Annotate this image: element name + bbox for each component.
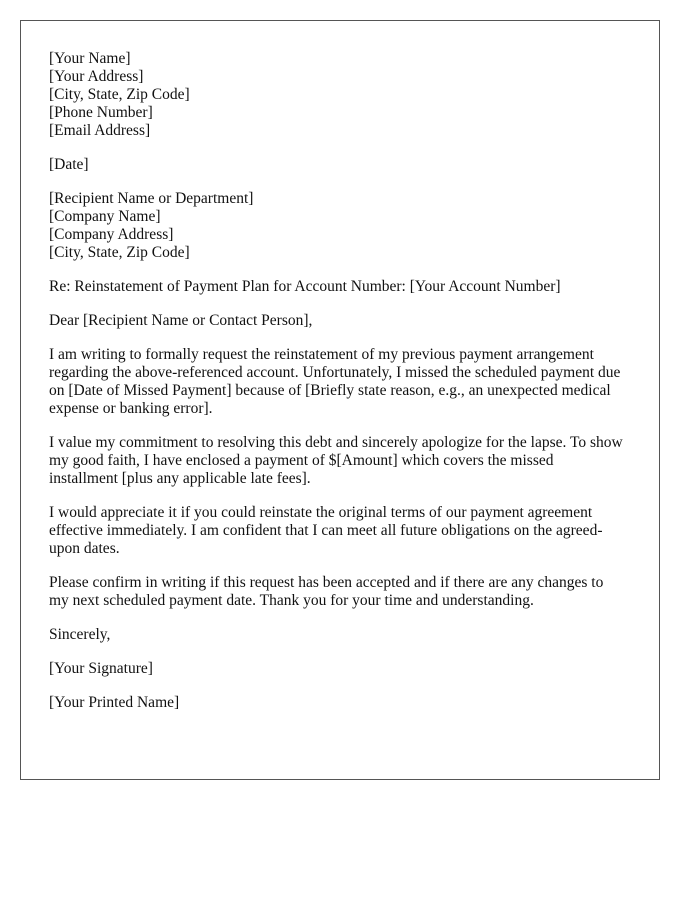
letter-date: [Date] (49, 156, 89, 173)
sender-phone: [Phone Number] (49, 104, 153, 121)
sender-address: [Your Address] (49, 68, 144, 85)
recipient-name: [Recipient Name or Department] (49, 190, 254, 207)
printed-name: [Your Printed Name] (49, 694, 180, 711)
sender-city-state-zip: [City, State, Zip Code] (49, 86, 190, 103)
date-block (49, 156, 631, 174)
body-paragraph: I am writing to formally request the reinstatement of my previous payment arrangement regarding the above-referenced account. Unfortunately, I missed the scheduled payment due on [Date of Missed Payment] because of [Briefly state reason, e.g., an unexpected medical expense or banking error]. (49, 346, 621, 417)
sender-email: [Email Address] (49, 122, 151, 139)
recipient-city-state-zip: [City, State, Zip Code] (49, 244, 190, 261)
recipient-address: [Company Address] (49, 226, 174, 243)
letter-page (20, 20, 660, 780)
recipient-company: [Company Name] (49, 208, 161, 225)
body-paragraph: I would appreciate it if you could reinstate the original terms of our payment agreement effective immediately. I am confident that I can meet all future obligations on the agreed-upon dates. (49, 504, 603, 557)
signature: [Your Signature] (49, 660, 153, 677)
salutation: Dear [Recipient Name or Contact Person], (49, 312, 313, 329)
body-paragraph: Please confirm in writing if this request has been accepted and if there are any changes to my next scheduled payment date. Thank you for your time and understanding. (49, 574, 604, 609)
sender-block (49, 50, 631, 140)
closing: Sincerely, (49, 626, 111, 643)
body-paragraph: I value my commitment to resolving this debt and sincerely apologize for the lapse. To show my good faith, I have enclosed a payment of $[Amount] which covers the missed installment [plus any applicable late fees]. (49, 434, 623, 487)
recipient-block (49, 190, 631, 262)
subject-line: Re: Reinstatement of Payment Plan for Account Number: [Your Account Number] (49, 278, 561, 295)
sender-name: [Your Name] (49, 50, 131, 67)
